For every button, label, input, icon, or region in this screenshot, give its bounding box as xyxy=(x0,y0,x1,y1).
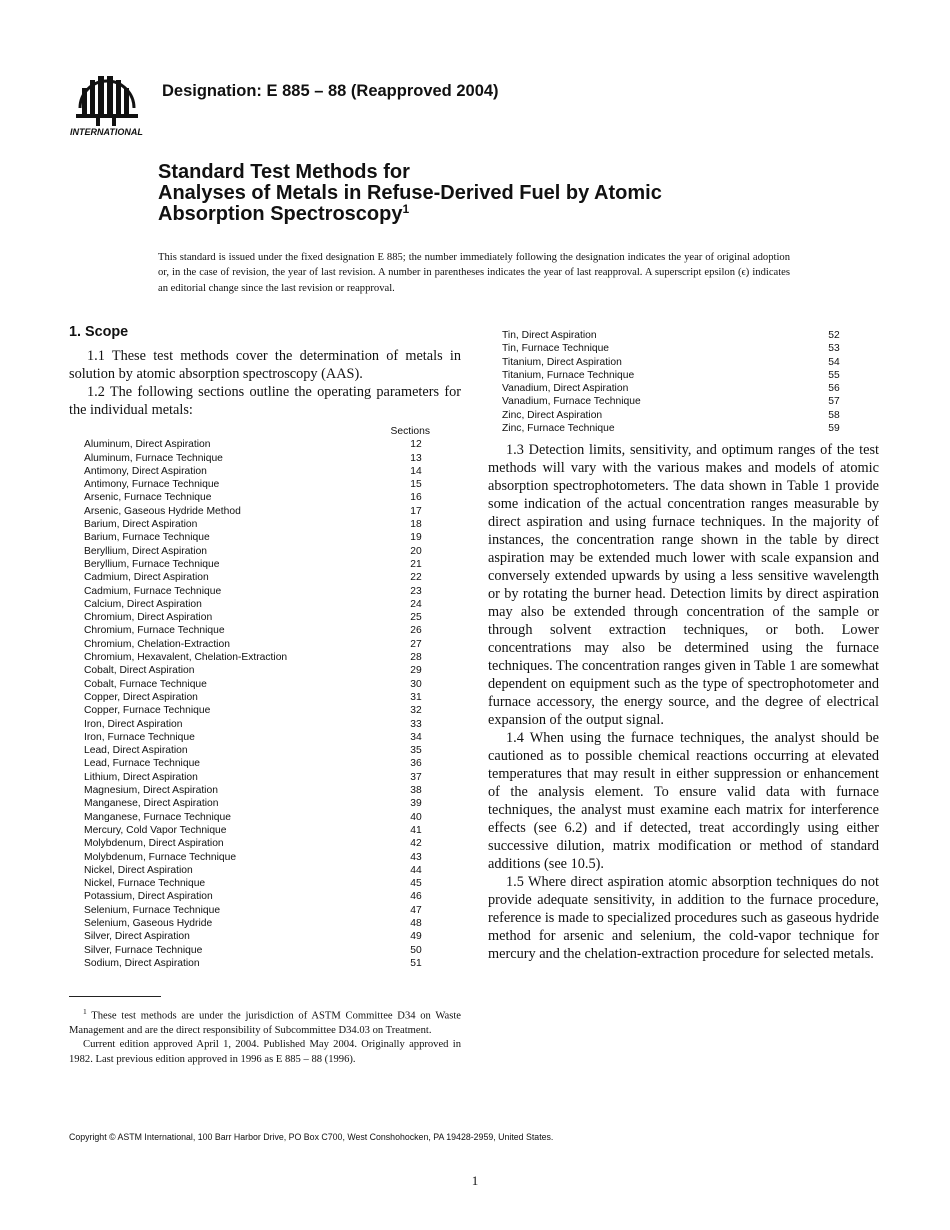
section-number: 56 xyxy=(828,383,840,395)
section-name: Cadmium, Direct Aspiration xyxy=(84,572,209,584)
footnote-1-text: These test methods are under the jurisdiction of ASTM Committee D34 on Waste Management and are the direct responsibility of Subcommittee D34.03 on Treatment. xyxy=(69,1010,461,1036)
section-number: 22 xyxy=(410,572,422,584)
section-number: 46 xyxy=(410,891,422,903)
section-number: 59 xyxy=(828,423,840,435)
section-name: Chromium, Hexavalent, Chelation-Extraction xyxy=(84,652,288,664)
section-row xyxy=(84,744,431,757)
section-row xyxy=(84,944,431,957)
section-name: Aluminum, Direct Aspiration xyxy=(84,439,211,451)
section-number: 23 xyxy=(410,585,422,597)
section-name: Chromium, Furnace Technique xyxy=(84,625,225,637)
sections-header: Sections xyxy=(390,426,430,437)
section-number: 16 xyxy=(410,492,422,504)
section-number: 51 xyxy=(410,957,422,969)
section-name: Copper, Direct Aspiration xyxy=(84,691,198,703)
footnotes xyxy=(69,1005,461,1067)
sections-table-left xyxy=(84,425,431,970)
section-name: Barium, Direct Aspiration xyxy=(84,519,198,531)
section-number: 17 xyxy=(410,505,422,517)
paragraph-1-2: 1.2 The following sections outline the operating parameters for the individual metals: xyxy=(69,384,461,418)
section-row xyxy=(84,837,431,850)
section-number: 27 xyxy=(410,638,422,650)
section-name: Mercury, Cold Vapor Technique xyxy=(84,824,227,836)
section-name: Lithium, Direct Aspiration xyxy=(84,771,198,783)
preamble: This standard is issued under the fixed designation E 885; the number immediately following the designation indicates the year of original adoption or, in the case of revision, the year of last revision. A number in parentheses indicates the year of last reapproval. A superscript epsilon (ϵ) indicates an editorial change since the last revision or reapproval. xyxy=(158,252,790,294)
section-name: Selenium, Gaseous Hydride xyxy=(84,917,213,929)
section-number: 55 xyxy=(828,369,840,381)
section-row xyxy=(84,704,431,717)
section-name: Manganese, Direct Aspiration xyxy=(84,798,219,810)
section-row xyxy=(84,731,431,744)
section-number: 30 xyxy=(410,678,422,690)
section-row xyxy=(84,691,431,704)
section-row xyxy=(84,890,431,903)
paragraph-1-1: 1.1 These test methods cover the determination of metals in solution by atomic absorption spectroscopy (AAS). xyxy=(69,348,461,382)
title-line-2: Analyses of Metals in Refuse-Derived Fuel by Atomic xyxy=(158,182,662,204)
section-name: Iron, Direct Aspiration xyxy=(84,718,183,730)
section-row xyxy=(84,478,431,491)
section-row xyxy=(502,422,849,435)
footnote-1 xyxy=(69,1005,461,1038)
section-row xyxy=(84,598,431,611)
section-name: Arsenic, Gaseous Hydride Method xyxy=(84,505,241,517)
section-name: Magnesium, Direct Aspiration xyxy=(84,785,218,797)
section-row xyxy=(502,382,849,395)
section-number: 31 xyxy=(410,691,422,703)
section-row xyxy=(84,452,431,465)
section-name: Cadmium, Furnace Technique xyxy=(84,585,222,597)
section-row xyxy=(84,917,431,930)
section-name: Nickel, Furnace Technique xyxy=(84,878,206,890)
section-number: 42 xyxy=(410,838,422,850)
footnote-2: Current edition approved April 1, 2004. Published May 2004. Originally approved in 1982. Last previous edition approved in 1996 as E 885 – 88 (1996). xyxy=(69,1039,461,1065)
section-row xyxy=(502,356,849,369)
section-row xyxy=(84,797,431,810)
right-column xyxy=(488,329,879,963)
section-number: 41 xyxy=(410,824,422,836)
section-row xyxy=(84,531,431,544)
section-number: 54 xyxy=(828,356,840,368)
section-number: 57 xyxy=(828,396,840,408)
section-name: Tin, Direct Aspiration xyxy=(502,330,597,341)
section-row xyxy=(84,784,431,797)
section-number: 18 xyxy=(410,519,422,531)
title-footnote-mark: 1 xyxy=(402,202,410,216)
section-row xyxy=(84,864,431,877)
section-row xyxy=(84,851,431,864)
section-name: Titanium, Direct Aspiration xyxy=(502,356,622,368)
section-number: 15 xyxy=(410,479,422,491)
section-number: 38 xyxy=(410,785,422,797)
paragraph-1-5: 1.5 Where direct aspiration atomic absorption techniques do not provide adequate sensitivity, in addition to the furnace procedure, reference is made to specialized procedures such as gaseous hydride method for arsenic and selenium, the cold-vapor technique for mercury and the chelation-extraction procedure for selected metals. xyxy=(488,874,879,963)
section-number: 44 xyxy=(410,864,422,876)
section-name: Vanadium, Direct Aspiration xyxy=(502,383,629,395)
section-number: 21 xyxy=(410,558,422,570)
section-number: 28 xyxy=(410,652,422,664)
section-number: 36 xyxy=(410,758,422,770)
section-name: Molybdenum, Direct Aspiration xyxy=(84,838,224,850)
section-row xyxy=(84,465,431,478)
section-name: Sodium, Direct Aspiration xyxy=(84,957,200,969)
section-name: Lead, Furnace Technique xyxy=(84,758,201,770)
section-row xyxy=(84,624,431,637)
title-line-1: Standard Test Methods for xyxy=(158,161,410,183)
section-row xyxy=(84,957,431,970)
section-row xyxy=(84,718,431,731)
paragraph-1-3: 1.3 Detection limits, sensitivity, and optimum ranges of the test methods will vary with the various makes and models of atomic absorption spectrophotometers. The data shown in Table 1 provide some indication of the actual concentration ranges measurable by direct aspiration and using furnace techniques. In the majority of instances, the concentration range shown in the table by direct aspiration may be extended much lower with scale expansion and conversely extended upwards by using a less sensitive wavelength or by rotating the burner head. Detection limits by direct aspiration may also be extended through concentration of the sample or through solvent extraction techniques, or both. Lower concentrations may also be determined using the furnace techniques. The concentration ranges given in Table 1 are somewhat dependent on equipment such as the type of spectrophotometer and furnace accessory, the energy source, and the degree of electrical expansion of the output signal. xyxy=(488,442,879,729)
section-number: 32 xyxy=(410,705,422,717)
section-number: 20 xyxy=(410,545,422,557)
title-line-3-text: Absorption Spectroscopy xyxy=(158,203,403,225)
section-number: 53 xyxy=(828,343,840,355)
section-row xyxy=(84,545,431,558)
section-number: 40 xyxy=(410,811,422,823)
section-name: Beryllium, Furnace Technique xyxy=(84,558,220,570)
section-name: Molybdenum, Furnace Technique xyxy=(84,851,237,863)
section-number: 52 xyxy=(828,330,840,341)
scope-heading: 1. Scope xyxy=(69,324,129,340)
section-name: Barium, Furnace Technique xyxy=(84,532,210,544)
section-number: 26 xyxy=(410,625,422,637)
section-name: Zinc, Furnace Technique xyxy=(502,423,615,435)
section-name: Chromium, Chelation-Extraction xyxy=(84,638,230,650)
section-name: Chromium, Direct Aspiration xyxy=(84,612,213,624)
section-row xyxy=(84,518,431,531)
section-name: Calcium, Direct Aspiration xyxy=(84,598,202,610)
section-number: 45 xyxy=(410,878,422,890)
section-number: 12 xyxy=(410,439,422,451)
section-name: Tin, Furnace Technique xyxy=(502,343,610,355)
section-number: 43 xyxy=(410,851,422,863)
section-name: Aluminum, Furnace Technique xyxy=(84,452,223,464)
sections-table-right xyxy=(502,329,849,435)
section-row xyxy=(84,771,431,784)
section-number: 35 xyxy=(410,745,422,757)
section-number: 58 xyxy=(828,409,840,421)
section-row xyxy=(84,558,431,571)
section-name: Lead, Direct Aspiration xyxy=(84,745,188,757)
section-row xyxy=(502,369,849,382)
footnote-mark: 1 xyxy=(83,1007,87,1016)
section-number: 39 xyxy=(410,798,422,810)
section-name: Arsenic, Furnace Technique xyxy=(84,492,212,504)
section-name: Copper, Furnace Technique xyxy=(84,705,211,717)
section-row xyxy=(84,930,431,943)
section-number: 19 xyxy=(410,532,422,544)
paragraph-1-4: 1.4 When using the furnace techniques, the analyst should be cautioned as to possible chemical reactions occurring at elevated temperatures that may result in either suppression or enhancement of the analysis element. To ensure valid data with furnace techniques, the analyst must examine each matrix for interference effects (see 6.2) and if detected, treat accordingly using either successive dilution, matrix modification or method of standard additions (see 10.5). xyxy=(488,730,879,873)
section-name: Vanadium, Furnace Technique xyxy=(502,396,641,408)
section-row xyxy=(84,877,431,890)
section-row xyxy=(84,824,431,837)
section-number: 24 xyxy=(410,598,422,610)
document-title xyxy=(158,162,798,225)
copyright: Copyright © ASTM International, 100 Barr Harbor Drive, PO Box C700, West Conshohocken, PA 19428-2959, United States. xyxy=(69,1132,554,1142)
astm-logo xyxy=(66,68,152,140)
section-row xyxy=(84,757,431,770)
section-name: Antimony, Direct Aspiration xyxy=(84,465,207,477)
section-row xyxy=(502,342,849,355)
title-line-3 xyxy=(158,204,798,225)
section-row xyxy=(84,571,431,584)
section-name: Silver, Direct Aspiration xyxy=(84,931,190,943)
section-number: 29 xyxy=(410,665,422,677)
section-name: Nickel, Direct Aspiration xyxy=(84,864,193,876)
section-row xyxy=(502,409,849,422)
section-name: Zinc, Direct Aspiration xyxy=(502,409,603,421)
section-name: Potassium, Direct Aspiration xyxy=(84,891,213,903)
section-number: 49 xyxy=(410,931,422,943)
section-number: 37 xyxy=(410,771,422,783)
section-row xyxy=(84,904,431,917)
section-name: Titanium, Furnace Technique xyxy=(502,369,635,381)
section-row xyxy=(84,585,431,598)
section-number: 14 xyxy=(410,465,422,477)
footnote-divider xyxy=(69,996,161,997)
section-row xyxy=(502,329,849,342)
section-name: Antimony, Furnace Technique xyxy=(84,479,220,491)
section-row xyxy=(502,395,849,408)
section-name: Iron, Furnace Technique xyxy=(84,731,195,743)
section-number: 13 xyxy=(410,452,422,464)
section-name: Cobalt, Furnace Technique xyxy=(84,678,207,690)
section-name: Silver, Furnace Technique xyxy=(84,944,203,956)
section-row xyxy=(84,678,431,691)
section-number: 34 xyxy=(410,731,422,743)
section-name: Selenium, Furnace Technique xyxy=(84,904,221,916)
section-row xyxy=(84,505,431,518)
section-row xyxy=(84,638,431,651)
section-name: Cobalt, Direct Aspiration xyxy=(84,665,195,677)
section-row xyxy=(84,438,431,451)
section-row xyxy=(84,664,431,677)
section-row xyxy=(84,491,431,504)
section-number: 50 xyxy=(410,944,422,956)
section-number: 33 xyxy=(410,718,422,730)
section-name: Manganese, Furnace Technique xyxy=(84,811,231,823)
left-column xyxy=(69,322,461,970)
section-row xyxy=(84,651,431,664)
page-number: 1 xyxy=(471,1173,479,1188)
logo-text: INTERNATIONAL xyxy=(70,127,143,137)
section-number: 25 xyxy=(410,612,422,624)
section-number: 48 xyxy=(410,917,422,929)
designation: Designation: E 885 – 88 (Reapproved 2004) xyxy=(162,82,499,100)
section-number: 47 xyxy=(410,904,422,916)
section-row xyxy=(84,811,431,824)
section-row xyxy=(84,611,431,624)
section-name: Beryllium, Direct Aspiration xyxy=(84,545,208,557)
